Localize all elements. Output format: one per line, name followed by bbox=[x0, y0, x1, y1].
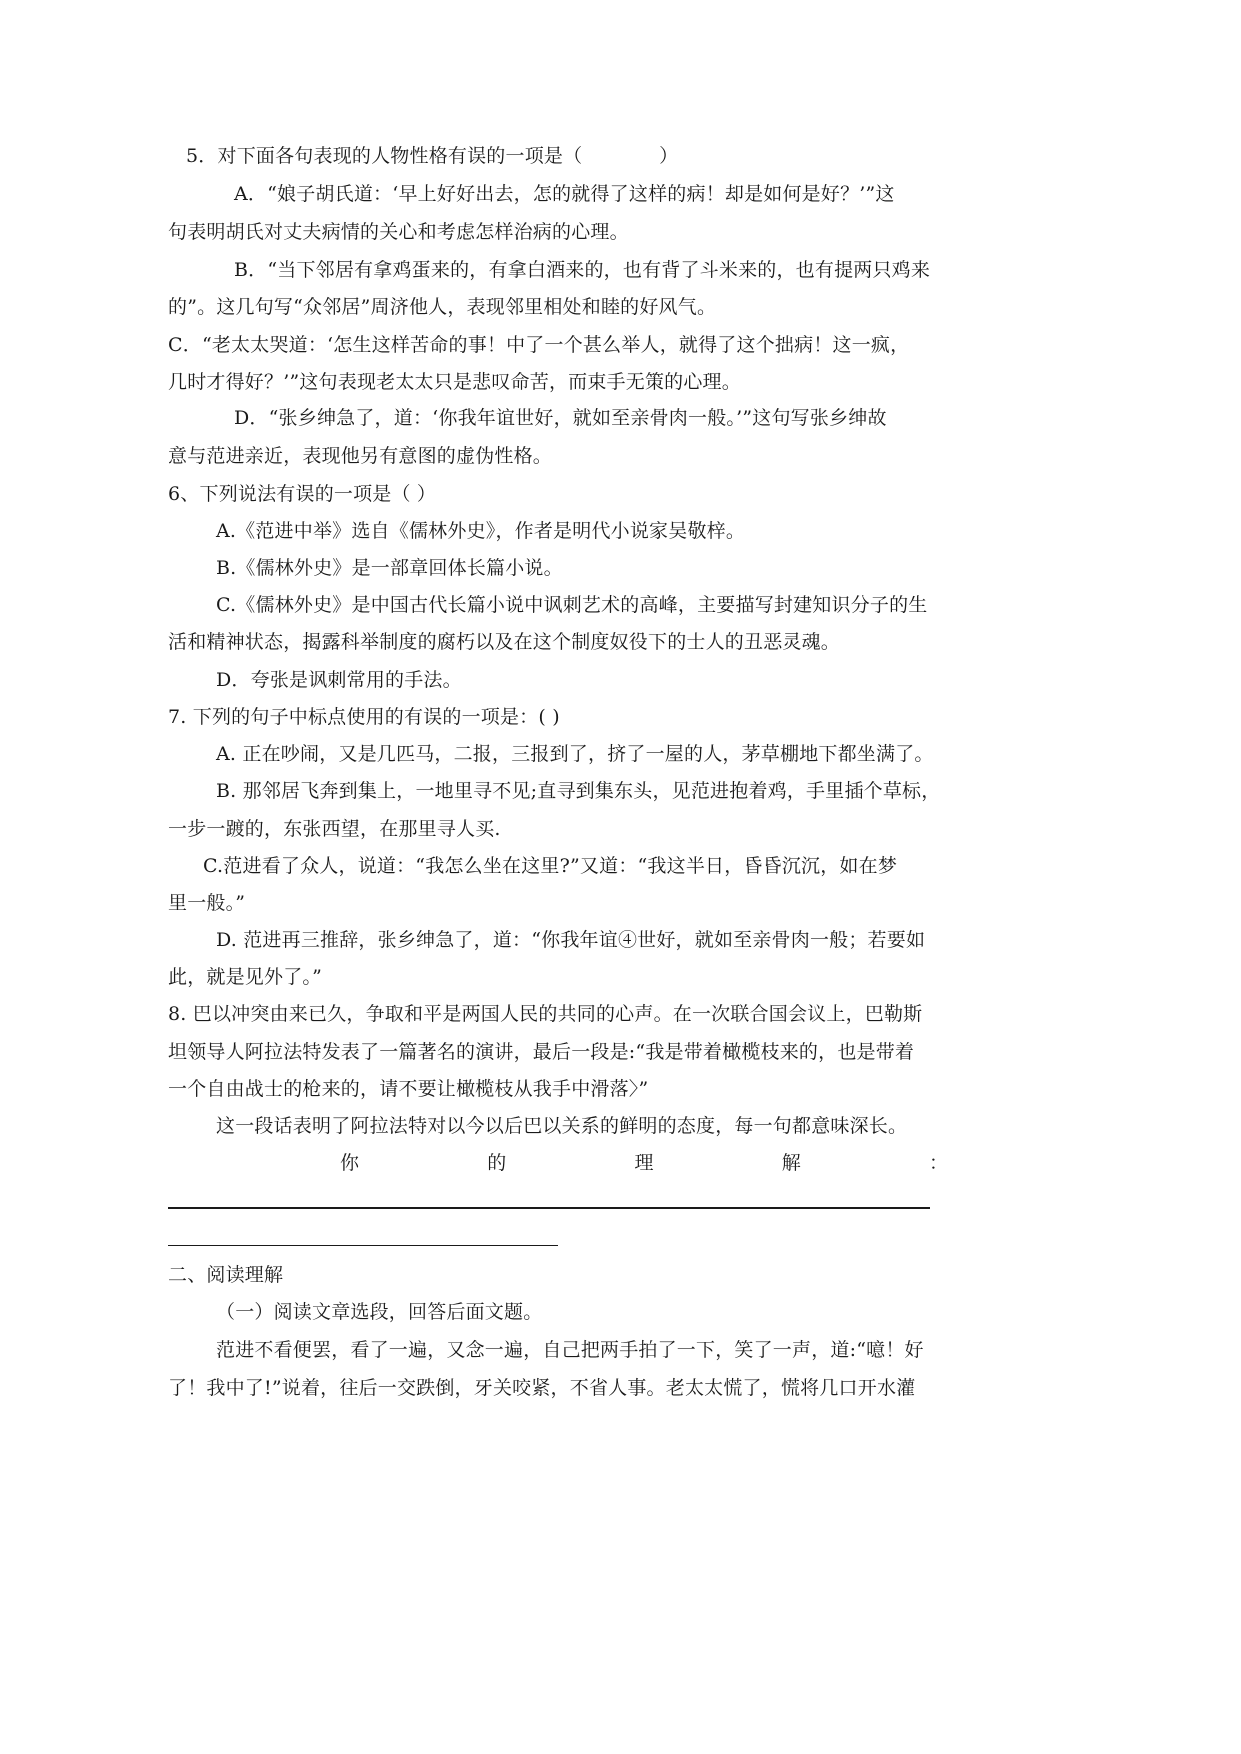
q7-option-a: A. 正在吵闹，又是几匹马，二报，三报到了，挤了一屋的人，茅草棚地下都坐满了。 bbox=[216, 743, 934, 765]
q6-option-c-line1: C.《儒林外史》是中国古代长篇小说中讽刺艺术的高峰，主要描写封建知识分子的生 bbox=[216, 594, 928, 616]
q7-option-b-line1: B. 那邻居飞奔到集上，一地里寻不见;直寻到集东头，见范进抱着鸡，手里插个草标， bbox=[216, 780, 941, 802]
answer-line-long bbox=[168, 1207, 930, 1209]
q7-option-d-line1: D. 范进再三推辞，张乡绅急了，道：“你我年谊④世好，就如至亲骨肉一般；若要如 bbox=[216, 929, 926, 951]
q7-stem: 7. 下列的句子中标点使用的有误的一项是：( ) bbox=[168, 706, 560, 728]
q6-option-c-line2: 活和精神状态，揭露科举制度的腐朽以及在这个制度奴役下的士人的丑恶灵魂。 bbox=[168, 631, 841, 653]
q5-option-a-line2: 句表明胡氏对丈夫病情的关心和考虑怎样治病的心理。 bbox=[168, 221, 629, 243]
q6-option-d: D．夸张是讽刺常用的手法。 bbox=[216, 669, 462, 691]
q7-option-b-line2: 一步一踱的，东张西望，在那里寻人买. bbox=[168, 818, 501, 840]
q8-prompt-colon: ： bbox=[928, 1152, 948, 1174]
q5-option-d-line2: 意与范进亲近，表现他另有意图的虚伪性格。 bbox=[168, 445, 553, 467]
q5-option-b-line2: 的”。这几句写“众邻居”周济他人，表现邻里相处和睦的好风气。 bbox=[168, 296, 717, 318]
q5-option-c-line2: 几时才得好？’”这句表现老太太只是悲叹命苦，而束手无策的心理。 bbox=[168, 371, 741, 393]
q5-option-a-line1: A．“娘子胡氏道：‘早上好好出去，怎的就得了这样的病！却是如何是好？’”这 bbox=[234, 183, 895, 205]
q5-stem: 5．对下面各句表现的人物性格有误的一项是（ ） bbox=[186, 145, 679, 167]
section-2-subheading: （一）阅读文章选段，回答后面文题。 bbox=[216, 1301, 543, 1323]
q6-stem: 6、下列说法有误的一项是（ ） bbox=[168, 483, 437, 505]
q6-option-a: A.《范进中举》选自《儒林外史》，作者是明代小说家吴敬梓。 bbox=[216, 520, 746, 542]
q5-option-b-line1: B．“当下邻居有拿鸡蛋来的，有拿白酒来的，也有背了斗米来的，也有提两只鸡来 bbox=[234, 259, 931, 281]
q8-passage-line1: 8. 巴以冲突由来已久，争取和平是两国人民的共同的心声。在一次联合国会议上，巴勒斯 bbox=[168, 1003, 923, 1025]
q8-passage-line2: 坦领导人阿拉法特发表了一篇著名的演讲，最后一段是:“我是带着橄榄枝来的，也是带着 bbox=[168, 1041, 915, 1063]
q7-option-c-line1: C.范进看了众人，说道：“我怎么坐在这里?”又道：“我这半日，昏昏沉沉，如在梦 bbox=[203, 855, 898, 877]
q8-answer-prompt bbox=[168, 1150, 948, 1176]
q8-passage-line3: 一个自由战士的枪来的，请不要让橄榄枝从我手中滑落〉” bbox=[168, 1078, 649, 1100]
reading-passage-line1: 范进不看便罢，看了一遍，又念一遍，自己把两手拍了一下，笑了一声，道:“噫！好 bbox=[216, 1339, 924, 1361]
q8-prompt-char-4: 解 bbox=[781, 1152, 801, 1174]
reading-passage-line2: 了！我中了!”说着，往后一交跌倒，牙关咬紧，不省人事。老太太慌了，慌将几口开水灌 bbox=[168, 1377, 916, 1399]
q5-option-d-line1: D．“张乡绅急了，道：‘你我年谊世好，就如至亲骨肉一般。’”这句写张乡绅故 bbox=[234, 407, 887, 429]
q6-option-b: B.《儒林外史》是一部章回体长篇小说。 bbox=[216, 557, 563, 579]
q5-option-c-line1: C．“老太太哭道：‘怎生这样苦命的事！中了一个甚么举人，就得了这个拙病！这一疯， bbox=[168, 334, 910, 356]
q7-option-d-line2: 此，就是见外了。” bbox=[168, 966, 323, 988]
q8-passage-line4: 这一段话表明了阿拉法特对以今以后巴以关系的鲜明的态度，每一句都意味深长。 bbox=[216, 1115, 908, 1137]
q7-option-c-line2: 里一般。” bbox=[168, 892, 246, 914]
answer-line-short bbox=[168, 1245, 558, 1246]
section-2-heading: 二、阅读理解 bbox=[168, 1264, 284, 1286]
q8-prompt-char-3: 理 bbox=[634, 1152, 654, 1174]
q8-prompt-char-2: 的 bbox=[487, 1152, 507, 1174]
q8-prompt-char-1: 你 bbox=[340, 1152, 360, 1174]
